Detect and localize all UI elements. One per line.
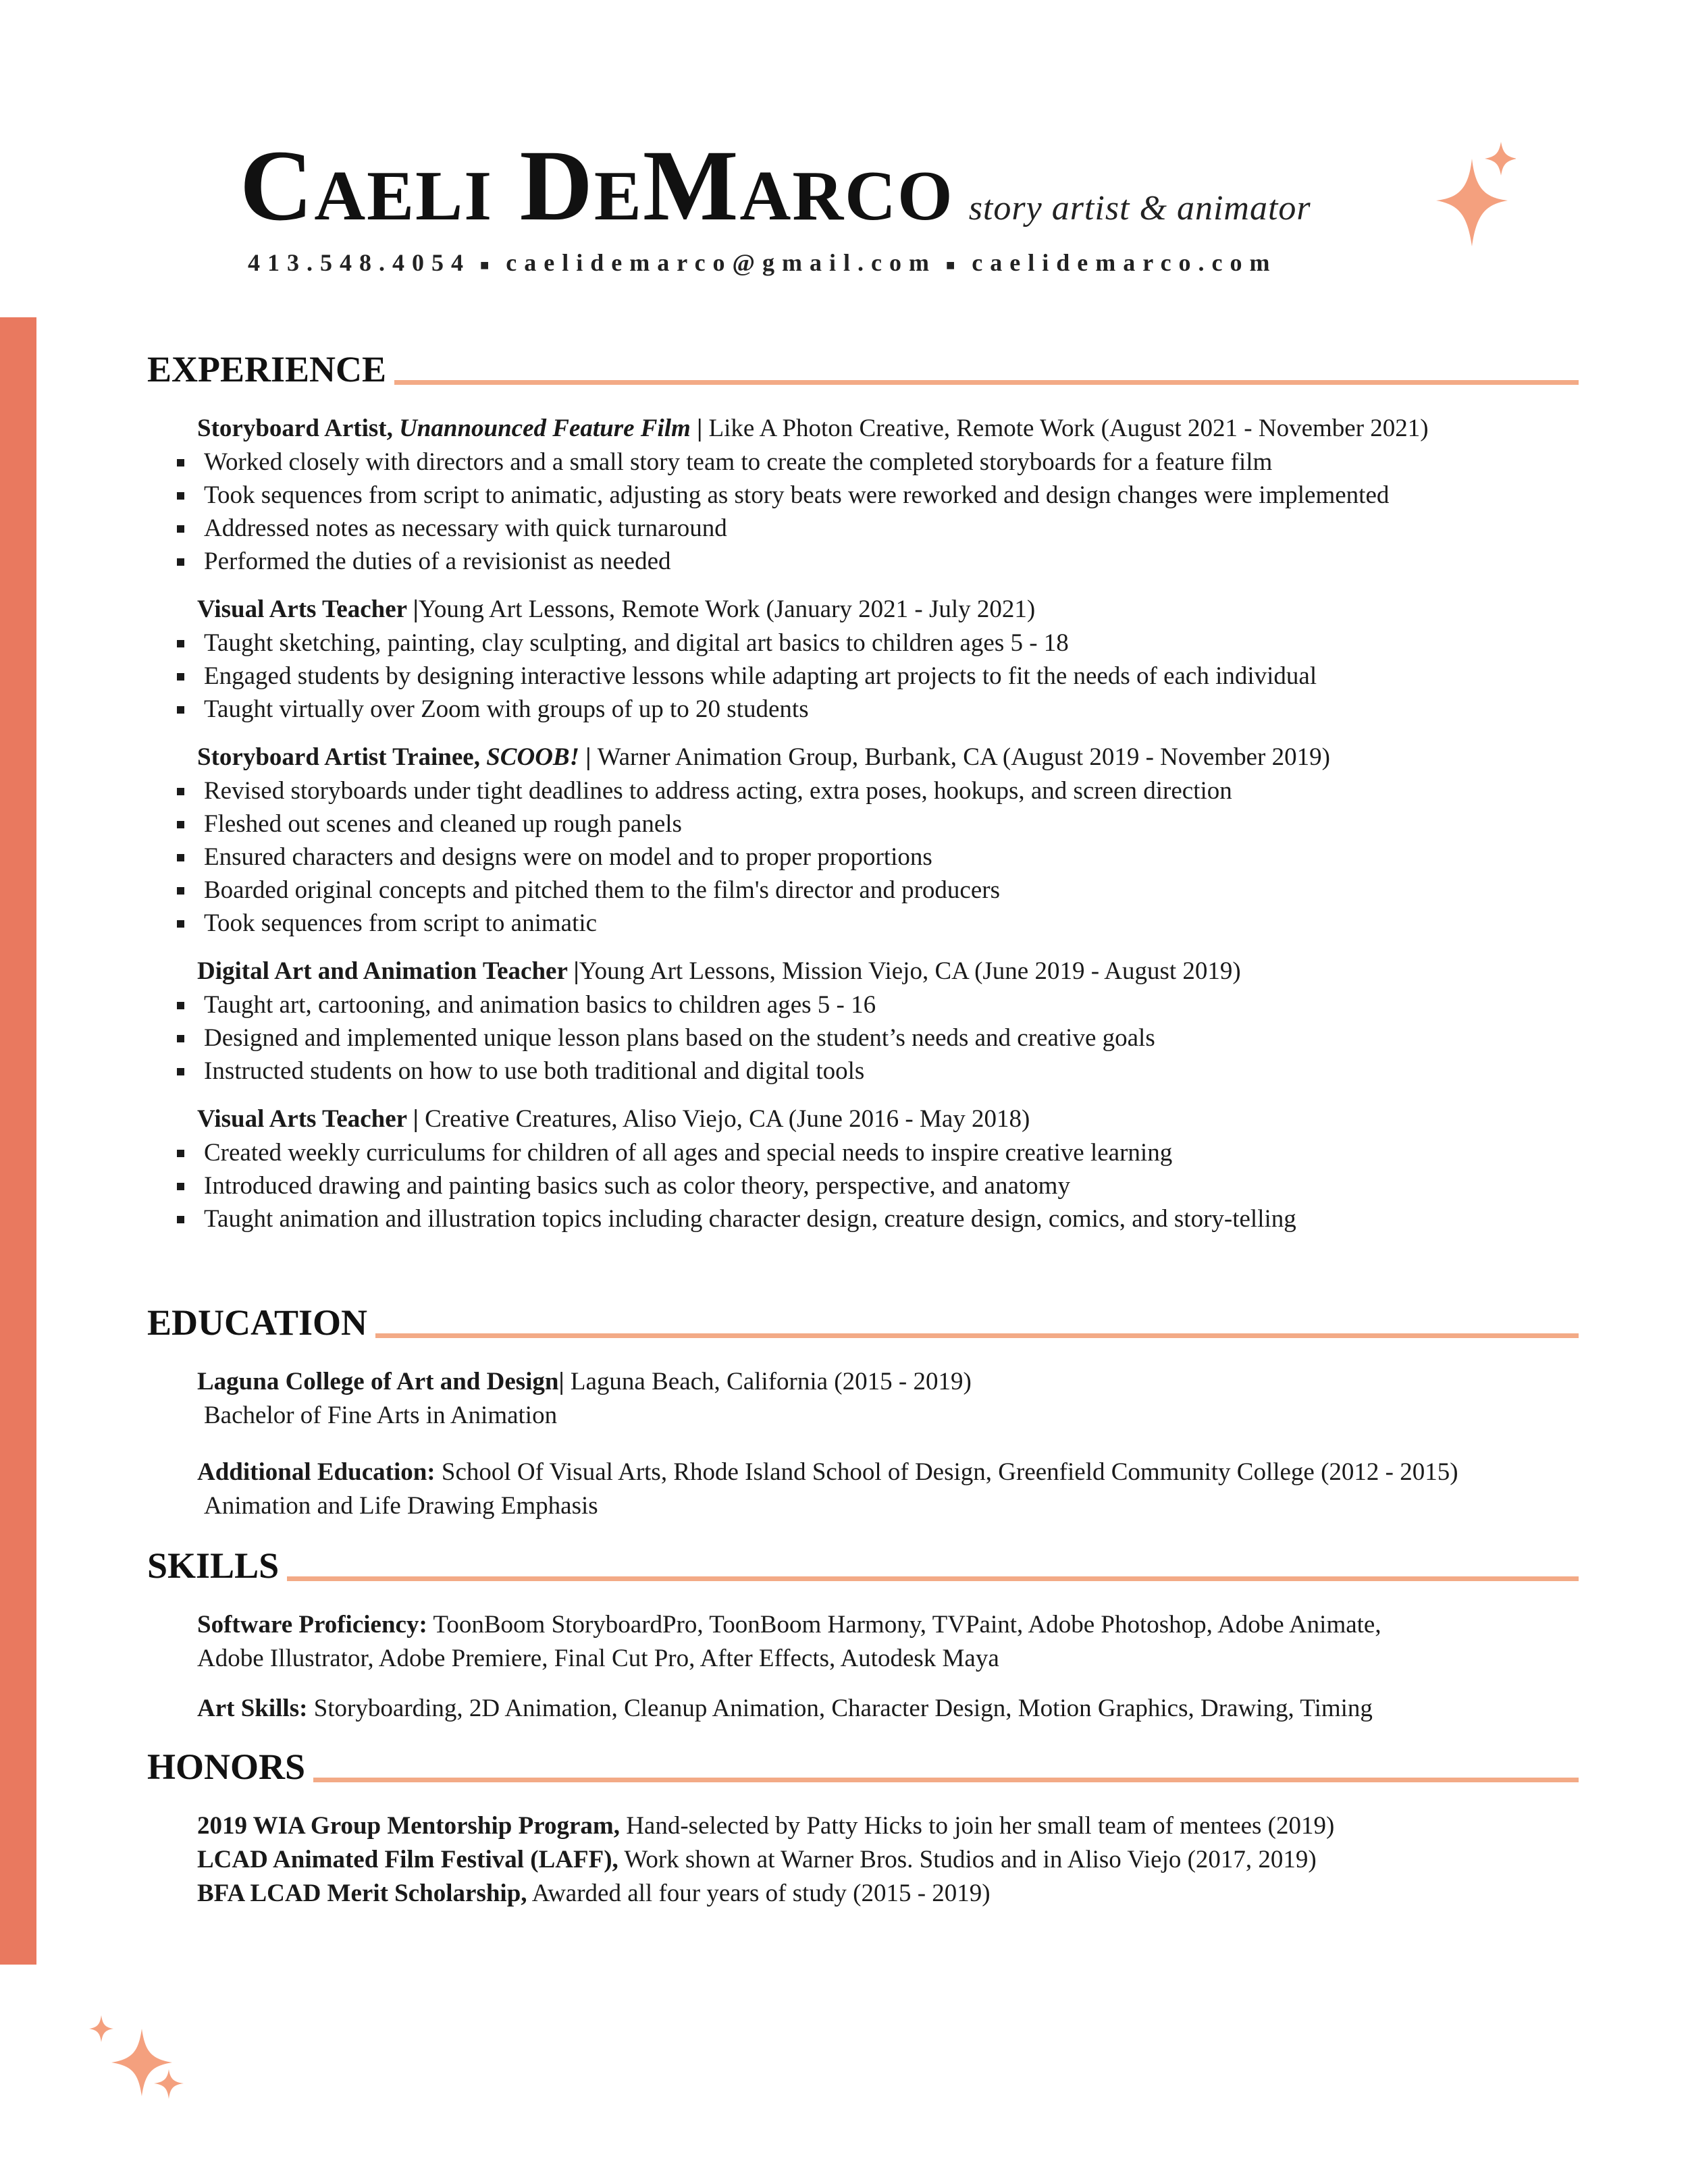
education-section [147, 1304, 1579, 1523]
bullet-item: Took sequences from script to animatic, adjusting as story beats were reworked and design changes were implemented [177, 479, 1579, 512]
job-detail: Young Art Lessons, Remote Work (January 2021 - July 2021) [418, 595, 1036, 623]
bullet-item: Worked closely with directors and a small story team to create the completed storyboards for a feature film [177, 446, 1579, 479]
honor-item [197, 1843, 1579, 1877]
bullet-item: Designed and implemented unique lesson plans based on the student’s needs and creative goals [177, 1021, 1579, 1055]
section-rule [313, 1778, 1579, 1782]
section-heading [147, 1547, 1579, 1584]
contact-line [248, 248, 1455, 277]
job-project: SCOOB! [486, 743, 579, 771]
tagline: story artist & animator [968, 189, 1311, 228]
bullet-item: Boarded original concepts and pitched them to the film's director and producers [177, 874, 1579, 907]
software-line-2: Adobe Illustrator, Adobe Premiere, Final Cut Pro, After Effects, Autodesk Maya [197, 1645, 999, 1672]
section-rule [394, 380, 1579, 385]
job-separator: | [406, 595, 419, 623]
section-heading [147, 1304, 1579, 1341]
bullet-item: Introduced drawing and painting basics such as color theory, perspective, and anatomy [177, 1169, 1579, 1202]
job-detail: Warner Animation Group, Burbank, CA (August 2019 - November 2019) [597, 743, 1330, 771]
job-heading [197, 741, 1579, 774]
bullet-item: Created weekly curriculums for children of all ages and special needs to inspire creative learning [177, 1136, 1579, 1169]
software-label: Software Proficiency: [197, 1611, 427, 1639]
email[interactable]: caelidemarco@gmail.com [506, 249, 937, 276]
job-bullets [147, 988, 1579, 1088]
job-entry [147, 955, 1579, 1088]
bullet-item: Addressed notes as necessary with quick turnaround [177, 512, 1579, 545]
honor-label: 2019 WIA Group Mentorship Program, [197, 1812, 620, 1840]
separator-icon: ■ [480, 256, 497, 273]
section-title: HONORS [147, 1747, 306, 1787]
section-heading [147, 351, 1579, 388]
art-detail: Storyboarding, 2D Animation, Cleanup Animation, Character Design, Motion Graphics, Drawing, Timing [307, 1695, 1373, 1722]
separator-icon: ■ [946, 256, 963, 273]
job-role: Storyboard Artist, [197, 415, 393, 442]
job-separator: | [690, 415, 709, 442]
degree: Bachelor of Fine Arts in Animation [204, 1402, 558, 1429]
job-heading [197, 1102, 1579, 1136]
job-bullets [147, 627, 1579, 726]
software-skills [197, 1608, 1579, 1642]
sparkle-icon [1421, 138, 1516, 253]
honor-label: LCAD Animated Film Festival (LAFF), [197, 1846, 618, 1873]
job-heading [197, 955, 1579, 988]
bullet-item: Taught virtually over Zoom with groups of up to 20 students [177, 693, 1579, 726]
sparkle-cluster-icon [88, 2015, 189, 2110]
job-bullets [147, 774, 1579, 940]
job-role: Digital Art and Animation Teacher [197, 957, 568, 985]
job-bullets [147, 446, 1579, 578]
school-detail: Laguna Beach, California (2015 - 2019) [564, 1368, 972, 1395]
job-heading [197, 593, 1579, 627]
additional-education [197, 1456, 1579, 1489]
job-entry [147, 593, 1579, 726]
software-line-1: ToonBoom StoryboardPro, ToonBoom Harmony, TVPaint, Adobe Photoshop, Adobe Animate, [427, 1611, 1381, 1639]
bullet-item: Revised storyboards under tight deadlines to address acting, extra poses, hookups, and screen direction [177, 774, 1579, 807]
honor-label: BFA LCAD Merit Scholarship, [197, 1880, 527, 1907]
name-row [240, 130, 1455, 242]
art-skills [197, 1692, 1579, 1726]
section-title: EDUCATION [147, 1302, 368, 1343]
honor-item [197, 1809, 1579, 1843]
section-rule [287, 1576, 1579, 1581]
job-detail: Creative Creatures, Aliso Viejo, CA (June 2016 - May 2018) [425, 1105, 1030, 1133]
section-heading [147, 1749, 1579, 1785]
additional-detail: School Of Visual Arts, Rhode Island School of Design, Greenfield Community College (2012 - 2015) [435, 1458, 1458, 1486]
school-name: Laguna College of Art and Design| [197, 1368, 564, 1395]
additional-note: Animation and Life Drawing Emphasis [204, 1492, 598, 1520]
job-separator: | [567, 957, 579, 985]
name: Caeli DeMarco [240, 130, 954, 242]
section-title: SKILLS [147, 1545, 280, 1586]
section-rule [375, 1333, 1579, 1338]
section-title: EXPERIENCE [147, 349, 387, 390]
experience-section [147, 351, 1579, 1235]
job-detail: Young Art Lessons, Mission Viejo, CA (June 2019 - August 2019) [579, 957, 1241, 985]
honor-detail: Hand-selected by Patty Hicks to join her small team of mentees (2019) [619, 1812, 1335, 1840]
honor-detail: Work shown at Warner Bros. Studios and in Aliso Viejo (2017, 2019) [618, 1846, 1317, 1873]
job-heading [197, 412, 1579, 446]
bullet-item: Performed the duties of a revisionist as needed [177, 545, 1579, 578]
honors-section [147, 1749, 1579, 1911]
job-role: Visual Arts Teacher [197, 595, 407, 623]
bullet-item: Ensured characters and designs were on model and to proper proportions [177, 841, 1579, 874]
job-role: Visual Arts Teacher [197, 1105, 407, 1133]
side-accent-bar [0, 317, 36, 1965]
honor-detail: Awarded all four years of study (2015 - 2019) [527, 1880, 991, 1907]
additional-label: Additional Education: [197, 1458, 436, 1486]
job-entry [147, 1102, 1579, 1235]
skills-section [147, 1547, 1579, 1726]
bullet-item: Took sequences from script to animatic [177, 907, 1579, 940]
art-label: Art Skills: [197, 1695, 308, 1722]
job-bullets [147, 1136, 1579, 1235]
bullet-item: Fleshed out scenes and cleaned up rough panels [177, 807, 1579, 841]
job-separator: | [406, 1105, 425, 1133]
bullet-item: Instructed students on how to use both traditional and digital tools [177, 1055, 1579, 1088]
school-heading [197, 1365, 1579, 1399]
resume-header [240, 130, 1455, 277]
bullet-item: Taught art, cartooning, and animation basics to children ages 5 - 16 [177, 988, 1579, 1021]
bullet-item: Taught animation and illustration topics including character design, creature design, comics, and story-telling [177, 1202, 1579, 1235]
job-separator: | [579, 743, 598, 771]
job-project: Unannounced Feature Film [399, 415, 691, 442]
bullet-item: Taught sketching, painting, clay sculpting, and digital art basics to children ages 5 - 18 [177, 627, 1579, 660]
honor-item [197, 1877, 1579, 1911]
job-entry [147, 412, 1579, 578]
bullet-item: Engaged students by designing interactive lessons while adapting art projects to fit the needs of each individual [177, 660, 1579, 693]
website[interactable]: caelidemarco.com [972, 249, 1277, 276]
job-detail: Like A Photon Creative, Remote Work (August 2021 - November 2021) [708, 415, 1429, 442]
phone: 413.548.4054 [248, 249, 471, 276]
job-entry [147, 741, 1579, 940]
job-role: Storyboard Artist Trainee, [197, 743, 480, 771]
